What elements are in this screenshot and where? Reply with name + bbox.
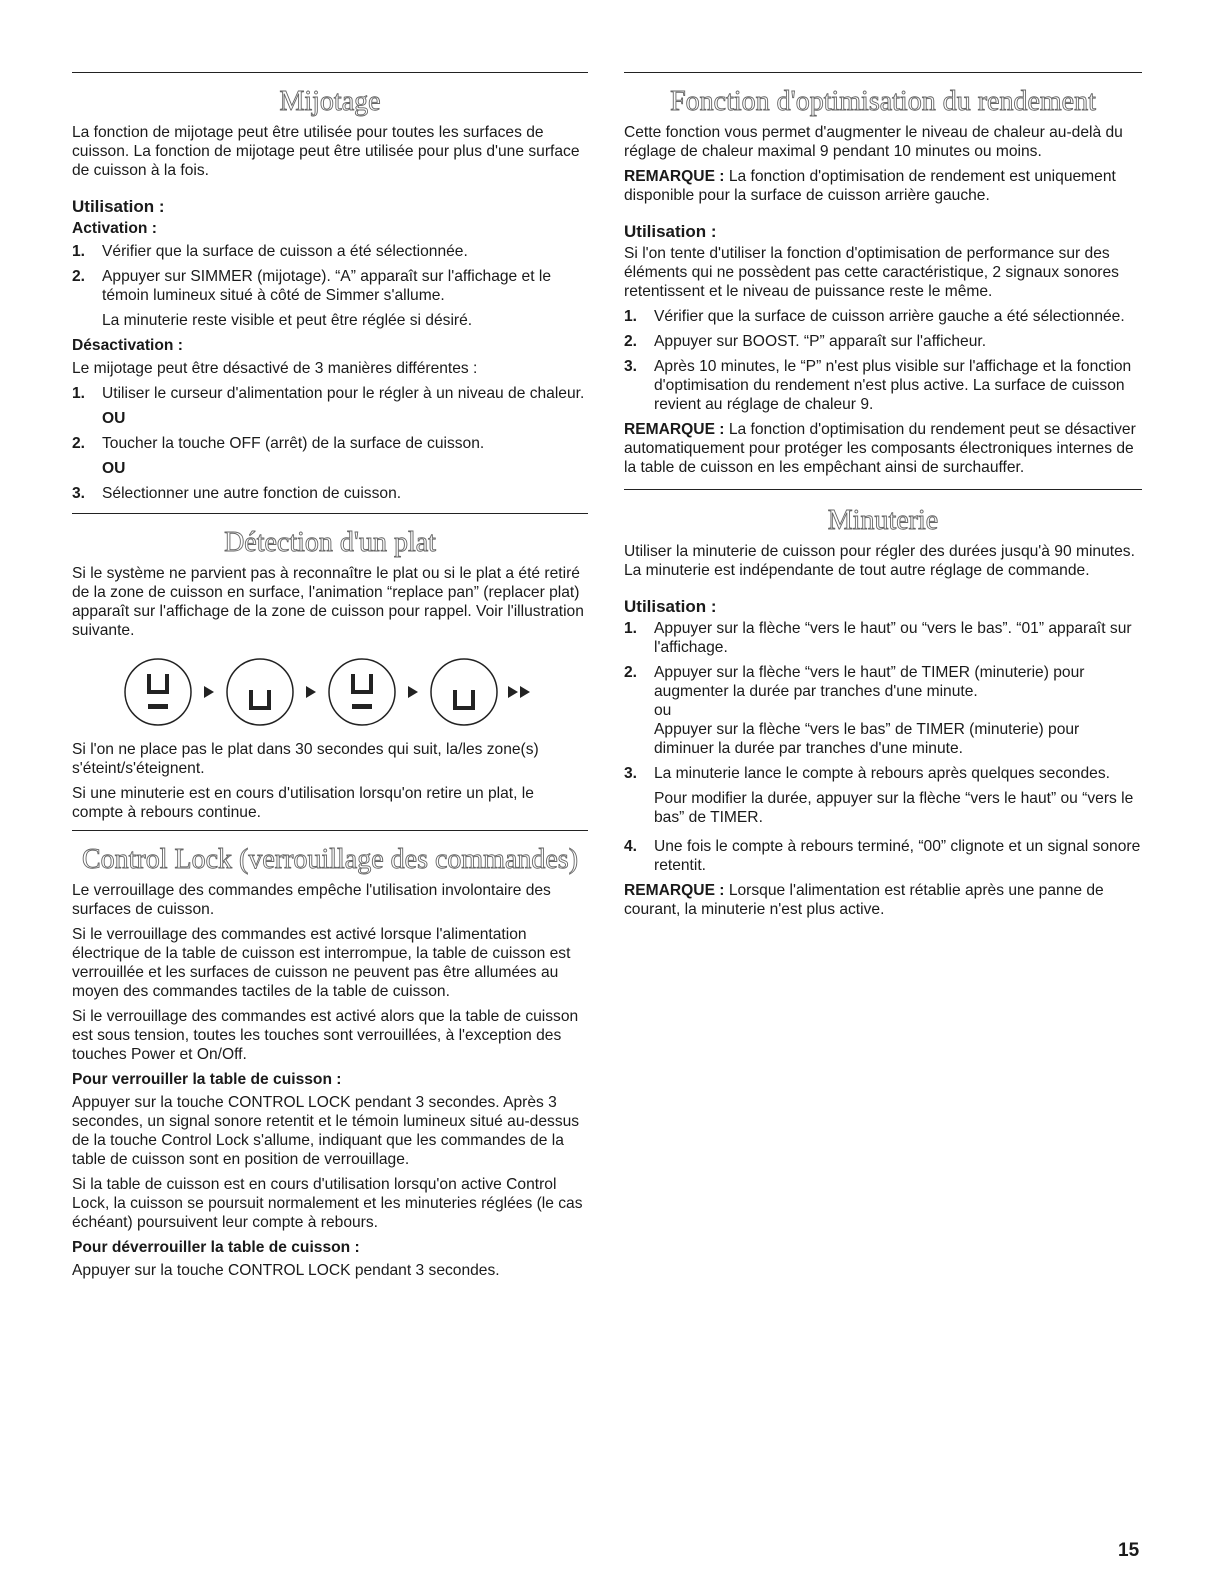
- left-column: [72, 72, 588, 1286]
- minuterie-title: Minuterie: [827, 505, 939, 536]
- or-label: OU: [102, 460, 126, 477]
- activation-steps: [72, 242, 588, 305]
- list-item: 1. Vérifier que la surface de cuisson arrière gauche a été sélectionnée.: [624, 308, 1125, 325]
- minuterie-intro: Utiliser la minuterie de cuisson pour régler des durées jusqu'à 90 minutes. La minuterie est indépendante de tout autre réglage de commande.: [624, 543, 1135, 579]
- remarque-label: REMARQUE :: [624, 168, 725, 185]
- replace-pan-animation: [72, 656, 588, 728]
- lock-para-1: Appuyer sur la touche CONTROL LOCK pendant 3 secondes. Après 3 secondes, un signal sonore retentit et le témoin lumineux situé au-dessus de la touche Control Lock s'allume, indiquant que les commandes de la table de cuisson sont en position de verrouillage.: [72, 1094, 580, 1168]
- section-divider: [72, 513, 588, 514]
- list-item: 2. Toucher la touche OFF (arrêt) de la surface de cuisson.: [72, 435, 485, 452]
- pan-icon-frame-2: [224, 656, 296, 728]
- desactivation-steps-3: [72, 484, 588, 503]
- list-item: 4. Une fois le compte à rebours terminé, “00” clignote et un signal sonore retentit.: [624, 838, 1141, 874]
- or-label: OU: [102, 410, 126, 427]
- section-divider: [72, 72, 588, 73]
- boost-remarque-2: REMARQUE : La fonction d'optimisation du rendement peut se désactiver automatiquement pour protéger les composants électroniques internes de la table de cuisson en les empêchant ainsi de surchauffer.: [624, 421, 1136, 476]
- desactivation-heading: Désactivation :: [72, 337, 183, 354]
- pan-icon-frame-1: [122, 656, 194, 728]
- detection-para-1: Si l'on ne place pas le plat dans 30 secondes qui suit, la/les zone(s) s'éteint/s'éteignent.: [72, 741, 539, 777]
- section-divider: [624, 489, 1142, 490]
- section-divider: [72, 830, 588, 831]
- right-column: [624, 72, 1142, 925]
- list-item: 2. Appuyer sur SIMMER (mijotage). “A” apparaît sur l'affichage et le témoin lumineux situé à côté de Simmer s'allume.: [72, 268, 552, 304]
- list-item: 3. Après 10 minutes, le “P” n'est plus visible sur l'affichage et la fonction d'optimisation du rendement n'est plus active. La surface de cuisson revient au réglage de chaleur 9.: [624, 358, 1132, 413]
- arrow-right-icon: [198, 681, 220, 703]
- arrow-right-icon: [402, 681, 424, 703]
- activation-heading: Activation :: [72, 220, 157, 237]
- double-arrow-right-icon: [504, 681, 538, 703]
- list-item: 1. Appuyer sur la flèche “vers le haut” ou “vers le bas”. “01” apparaît sur l'affichage.: [624, 620, 1132, 656]
- detection-para-2: Si une minuterie est en cours d'utilisation lorsqu'on retire un plat, le compte à rebours continue.: [72, 785, 534, 821]
- minuterie-utilisation-heading: Utilisation :: [624, 597, 717, 616]
- controllock-para-1: Le verrouillage des commandes empêche l'utilisation involontaire des surfaces de cuisson.: [72, 882, 551, 918]
- list-item: 2. Appuyer sur la flèche “vers le haut” de TIMER (minuterie) pour augmenter la durée par tranches d'une minute. ou Appuyer sur la flèche “vers le bas” de TIMER (minuterie) pour diminuer la durée par tranches d'une minute.: [624, 664, 1085, 757]
- pan-icon-frame-4: [428, 656, 500, 728]
- controllock-para-3: Si le verrouillage des commandes est activé alors que la table de cuisson est sous tension, toutes les touches sont verrouillées, à l'exception des touches Power et On/Off.: [72, 1008, 579, 1063]
- lock-heading: Pour verrouiller la table de cuisson :: [72, 1071, 342, 1088]
- minuterie-step3-note: Pour modifier la durée, appuyer sur la flèche “vers le haut” ou “vers le bas” de TIMER.: [654, 790, 1134, 826]
- detection-intro: Si le système ne parvient pas à reconnaître le plat ou si le plat a été retiré de la zone de cuisson en surface, l'animation “replace pan” (replacer plat) apparaît sur l'affichage de la zone de cuisson pour rappel. Voir l'illustration suivante.: [72, 565, 584, 639]
- section-divider: [624, 72, 1142, 73]
- unlock-para: Appuyer sur la touche CONTROL LOCK pendant 3 secondes.: [72, 1262, 500, 1279]
- minuterie-steps: [624, 619, 1142, 783]
- controllock-title: Control Lock (verrouillage des commandes): [81, 844, 579, 875]
- boost-title: Fonction d'optimisation du rendement: [670, 86, 1096, 117]
- detection-title: Détection d'un plat: [224, 527, 436, 558]
- boost-remarque-1: REMARQUE : La fonction d'optimisation de rendement est uniquement disponible pour la surface de cuisson arrière gauche.: [624, 168, 1116, 204]
- mijotage-utilisation-heading: Utilisation :: [72, 197, 165, 216]
- desactivation-steps-2: [72, 434, 588, 453]
- list-item: 3. La minuterie lance le compte à rebours après quelques secondes.: [624, 765, 1110, 782]
- unlock-heading: Pour déverrouiller la table de cuisson :: [72, 1239, 360, 1256]
- arrow-right-icon: [300, 681, 322, 703]
- minuterie-steps-2: [624, 837, 1142, 875]
- desactivation-intro: Le mijotage peut être désactivé de 3 manières différentes :: [72, 360, 478, 377]
- page-number: 15: [1118, 1540, 1140, 1561]
- list-item: 3. Sélectionner une autre fonction de cuisson.: [72, 485, 402, 502]
- mijotage-title: Mijotage: [279, 86, 381, 117]
- lock-para-2: Si la table de cuisson est en cours d'utilisation lorsqu'on active Control Lock, la cuisson se poursuit normalement et les minuteries réglées (le cas échéant) poursuivent leur compte à rebours.: [72, 1176, 583, 1231]
- controllock-para-2: Si le verrouillage des commandes est activé lorsque l'alimentation électrique de la table de cuisson est interrompue, la table de cuisson est verrouillée et les surfaces de cuisson ne peuvent pas être allumées au moyen des commandes tactiles de la table de cuisson.: [72, 926, 571, 1000]
- minuterie-remarque: REMARQUE : Lorsque l'alimentation est rétablie après une panne de courant, la minuterie n'est plus active.: [624, 882, 1104, 918]
- or-label: ou: [654, 702, 672, 719]
- boost-steps: [624, 307, 1142, 414]
- remarque-label: REMARQUE :: [624, 882, 725, 899]
- mijotage-intro: La fonction de mijotage peut être utilisée pour toutes les surfaces de cuisson. La fonction de mijotage peut être utilisée pour plus d'une surface de cuisson à la fois.: [72, 124, 580, 179]
- remarque-label: REMARQUE :: [624, 421, 725, 438]
- desactivation-steps: [72, 384, 588, 403]
- boost-utilisation-heading: Utilisation :: [624, 222, 717, 241]
- list-item: 2. Appuyer sur BOOST. “P” apparaît sur l'afficheur.: [624, 333, 987, 350]
- boost-utilisation-intro: Si l'on tente d'utiliser la fonction d'optimisation de performance sur des éléments qui ne possèdent pas cette caractéristique, 2 signaux sonores retentissent et le niveau de puissance reste le même.: [624, 245, 1119, 300]
- list-item: 1. Vérifier que la surface de cuisson a été sélectionnée.: [72, 243, 468, 260]
- list-item: 1. Utiliser le curseur d'alimentation pour le régler à un niveau de chaleur.: [72, 385, 585, 402]
- pan-icon-frame-3: [326, 656, 398, 728]
- activation-note: La minuterie reste visible et peut être réglée si désiré.: [102, 312, 473, 329]
- boost-intro: Cette fonction vous permet d'augmenter le niveau de chaleur au-delà du réglage de chaleur maximal 9 pendant 10 minutes ou moins.: [624, 124, 1123, 160]
